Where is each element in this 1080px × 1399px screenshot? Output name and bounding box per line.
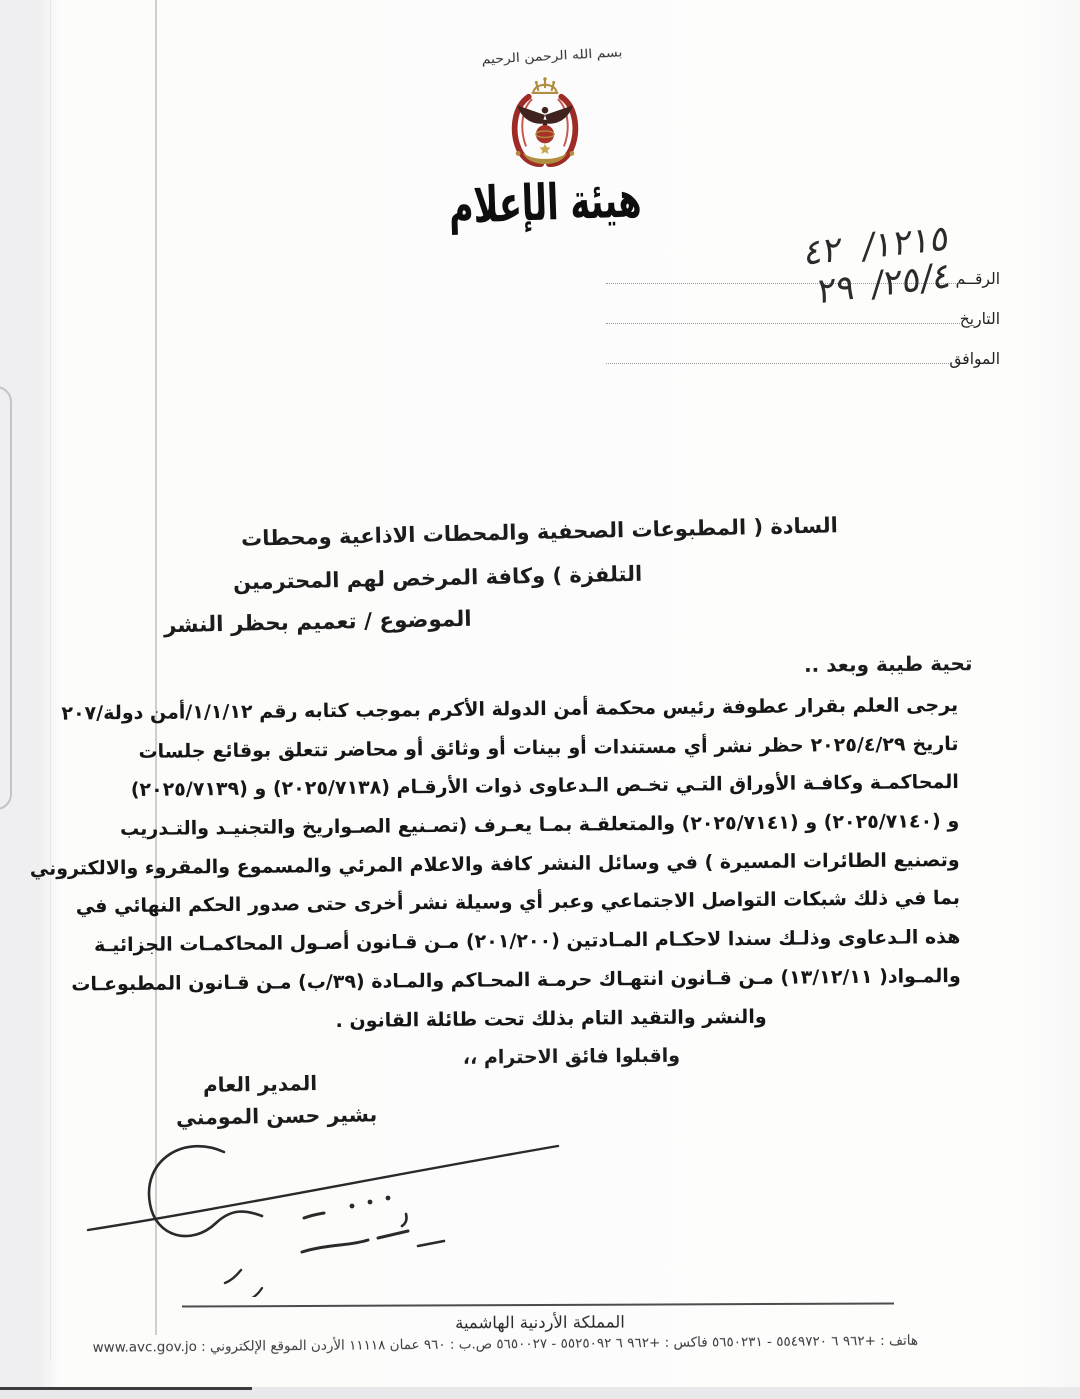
organization-title-calligraphy: هيئة الإعلام (447, 170, 643, 235)
body-line: يرجى العلم بقرار عطوفة رئيس محكمة أمن الدولة الأكرم بموجب كتابه رقم ١/١/١٢/أمن دولة/٢٠٧ (61, 694, 959, 725)
body-line: تاريخ ٢٠٢٥/٤/٢٩ حظر نشر أي مستندات أو بينات أو وثائق أو محاضر تتعلق بوقائع جلسات (138, 732, 959, 763)
closing-phrase: واقبلوا فائق الاحترام ،، (462, 1044, 681, 1069)
footer-divider (182, 1302, 894, 1307)
handwritten-signature (66, 1122, 586, 1297)
addressee-line-1: السادة ( المطبوعات الصحفية والمحطات الاذاعية ومحطات (240, 513, 839, 551)
body-line: و (٢٠٢٥/٧١٤٠) و (٢٠٢٥/٧١٤١) والمتعلقـة بمـا يعـرف (تصـنيع الصـواريخ والتجنيـد والتـدريب (119, 810, 960, 841)
handwritten-reference-number: ١٢١٥/ ٤٢ (803, 218, 952, 274)
scan-fold-line (50, 0, 51, 1360)
reference-date-line (606, 323, 960, 324)
body-line: بما في ذلك شبكات التواصل الاجتماعي وعبر أي وسيلة نشر أخرى حتى صدور الحكم النهائي في (75, 887, 961, 918)
letter-body (29, 694, 962, 1089)
reference-corresponding-row (606, 328, 1008, 368)
body-line: والمـواد( ١٣/١٢/١١) مـن قـانون انتهـاك حرمـة المحـاكم والمـادة (٣٩/ب) مـن قـانون المطبوعـات (71, 964, 961, 996)
subject-line: الموضوع / تعميم بحظر النشر (164, 606, 473, 639)
reference-corresponding-label: الموافق (949, 350, 1000, 368)
salutation: تحية طيبة وبعد .. (803, 651, 973, 677)
body-line: هذه الـدعاوى وذلـك سندا لاحكـام المـادتين (٢٠١/٢٠٠) مـن قـانون أصـول المحاكمـات الجزائيـة (94, 926, 961, 957)
handwritten-date: ٢٥/٤/ ٢٩ (817, 255, 952, 313)
signatory-title: المدير العام (202, 1071, 318, 1097)
reference-date-label: التاريخ (959, 310, 1000, 328)
body-line: وتصنيع الطائرات المسيرة ) في وسائل النشر كافة والاعلام المرئي والمسموع والمقروء والالكتروني (29, 848, 960, 880)
kingdom-name: المملكة الأردنية الهاشمية (455, 1312, 625, 1333)
body-line: المحاكمـة وكافـة الأوراق التـي تخـص الـدعاوى ذوات الأرقـام (٢٠٢٥/٧١٣٨) و (٢٠٢٥/٧١٣٩) (130, 771, 959, 802)
jordan-coat-of-arms-icon (497, 76, 593, 178)
scan-edge-artifact (0, 386, 12, 810)
scan-bottom-edge-line (0, 1387, 252, 1390)
reference-number-label: الرقــم (955, 270, 1000, 288)
signatory-name: بشير حسن المومني (175, 1102, 378, 1130)
reference-corresponding-line (606, 363, 949, 364)
basmala-calligraphy: بسم الله الرحمن الرحيم (481, 44, 623, 67)
footer-contact-line: هاتف : +٩٦٢ ٦ ٥٥٤٩٧٢٠ - ٥٦٥٠٢٣١ فاكس : +٩٦٢ ٦ ٥٥٢٥٠٩٢ - ٥٦٥٠٠٢٧ ص.ب : ٩٦٠ عمان ١١١١٨ الأردن الموقع الإلكتروني : www.avc.gov.jo (92, 1332, 919, 1356)
addressee-line-2: التلفزة ) وكافة المرخص لهم المحترمين (232, 561, 643, 595)
body-line: والنشر والتقيد التام بذلك تحت طائلة القانون . (335, 1005, 767, 1032)
